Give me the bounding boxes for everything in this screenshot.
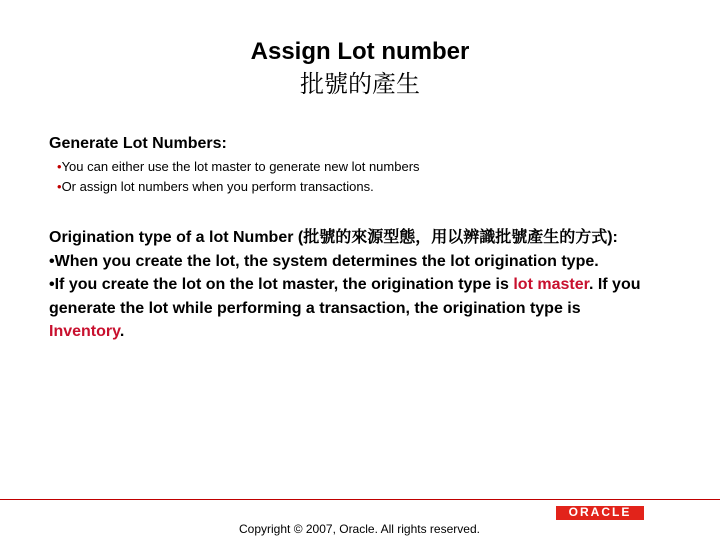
slide-subtitle-chinese: 批號的產生 bbox=[300, 71, 420, 98]
highlight-inventory: Inventory bbox=[49, 323, 120, 340]
oracle-logo bbox=[556, 506, 644, 520]
bullet-text: You can either use the lot master to generate new lot numbers bbox=[61, 159, 420, 174]
footer-divider bbox=[0, 499, 720, 500]
para2-text: •If you create the lot on the lot master, the origination type is bbox=[49, 276, 514, 293]
logo-text: ORACLE bbox=[568, 505, 632, 519]
bullet-item-1 bbox=[57, 159, 420, 174]
section2-body bbox=[49, 226, 649, 344]
para2-text: . If you generate the lot while performing a transaction, the origination type is bbox=[49, 276, 641, 317]
bullet-mark: • bbox=[57, 179, 62, 194]
section2-paragraph-1: •When you create the lot, the system determines the lot origination type. bbox=[49, 252, 599, 270]
section2-paragraph-2 bbox=[49, 273, 649, 344]
copyright-text: Copyright © 2007, Oracle. All rights reserved. bbox=[239, 522, 480, 536]
para2-text: . bbox=[119, 323, 125, 340]
bullet-mark: • bbox=[57, 159, 62, 174]
section2-heading: Origination type of a lot Number (批號的來源型態，用以辨識批號產生的方式): bbox=[49, 229, 618, 246]
bullet-item-2 bbox=[57, 179, 374, 194]
bullet-text: Or assign lot numbers when you perform transactions. bbox=[61, 179, 374, 194]
highlight-lot-master: lot master bbox=[513, 276, 589, 293]
slide-title: Assign Lot number bbox=[250, 38, 470, 65]
section1-heading: Generate Lot Numbers: bbox=[49, 135, 227, 152]
